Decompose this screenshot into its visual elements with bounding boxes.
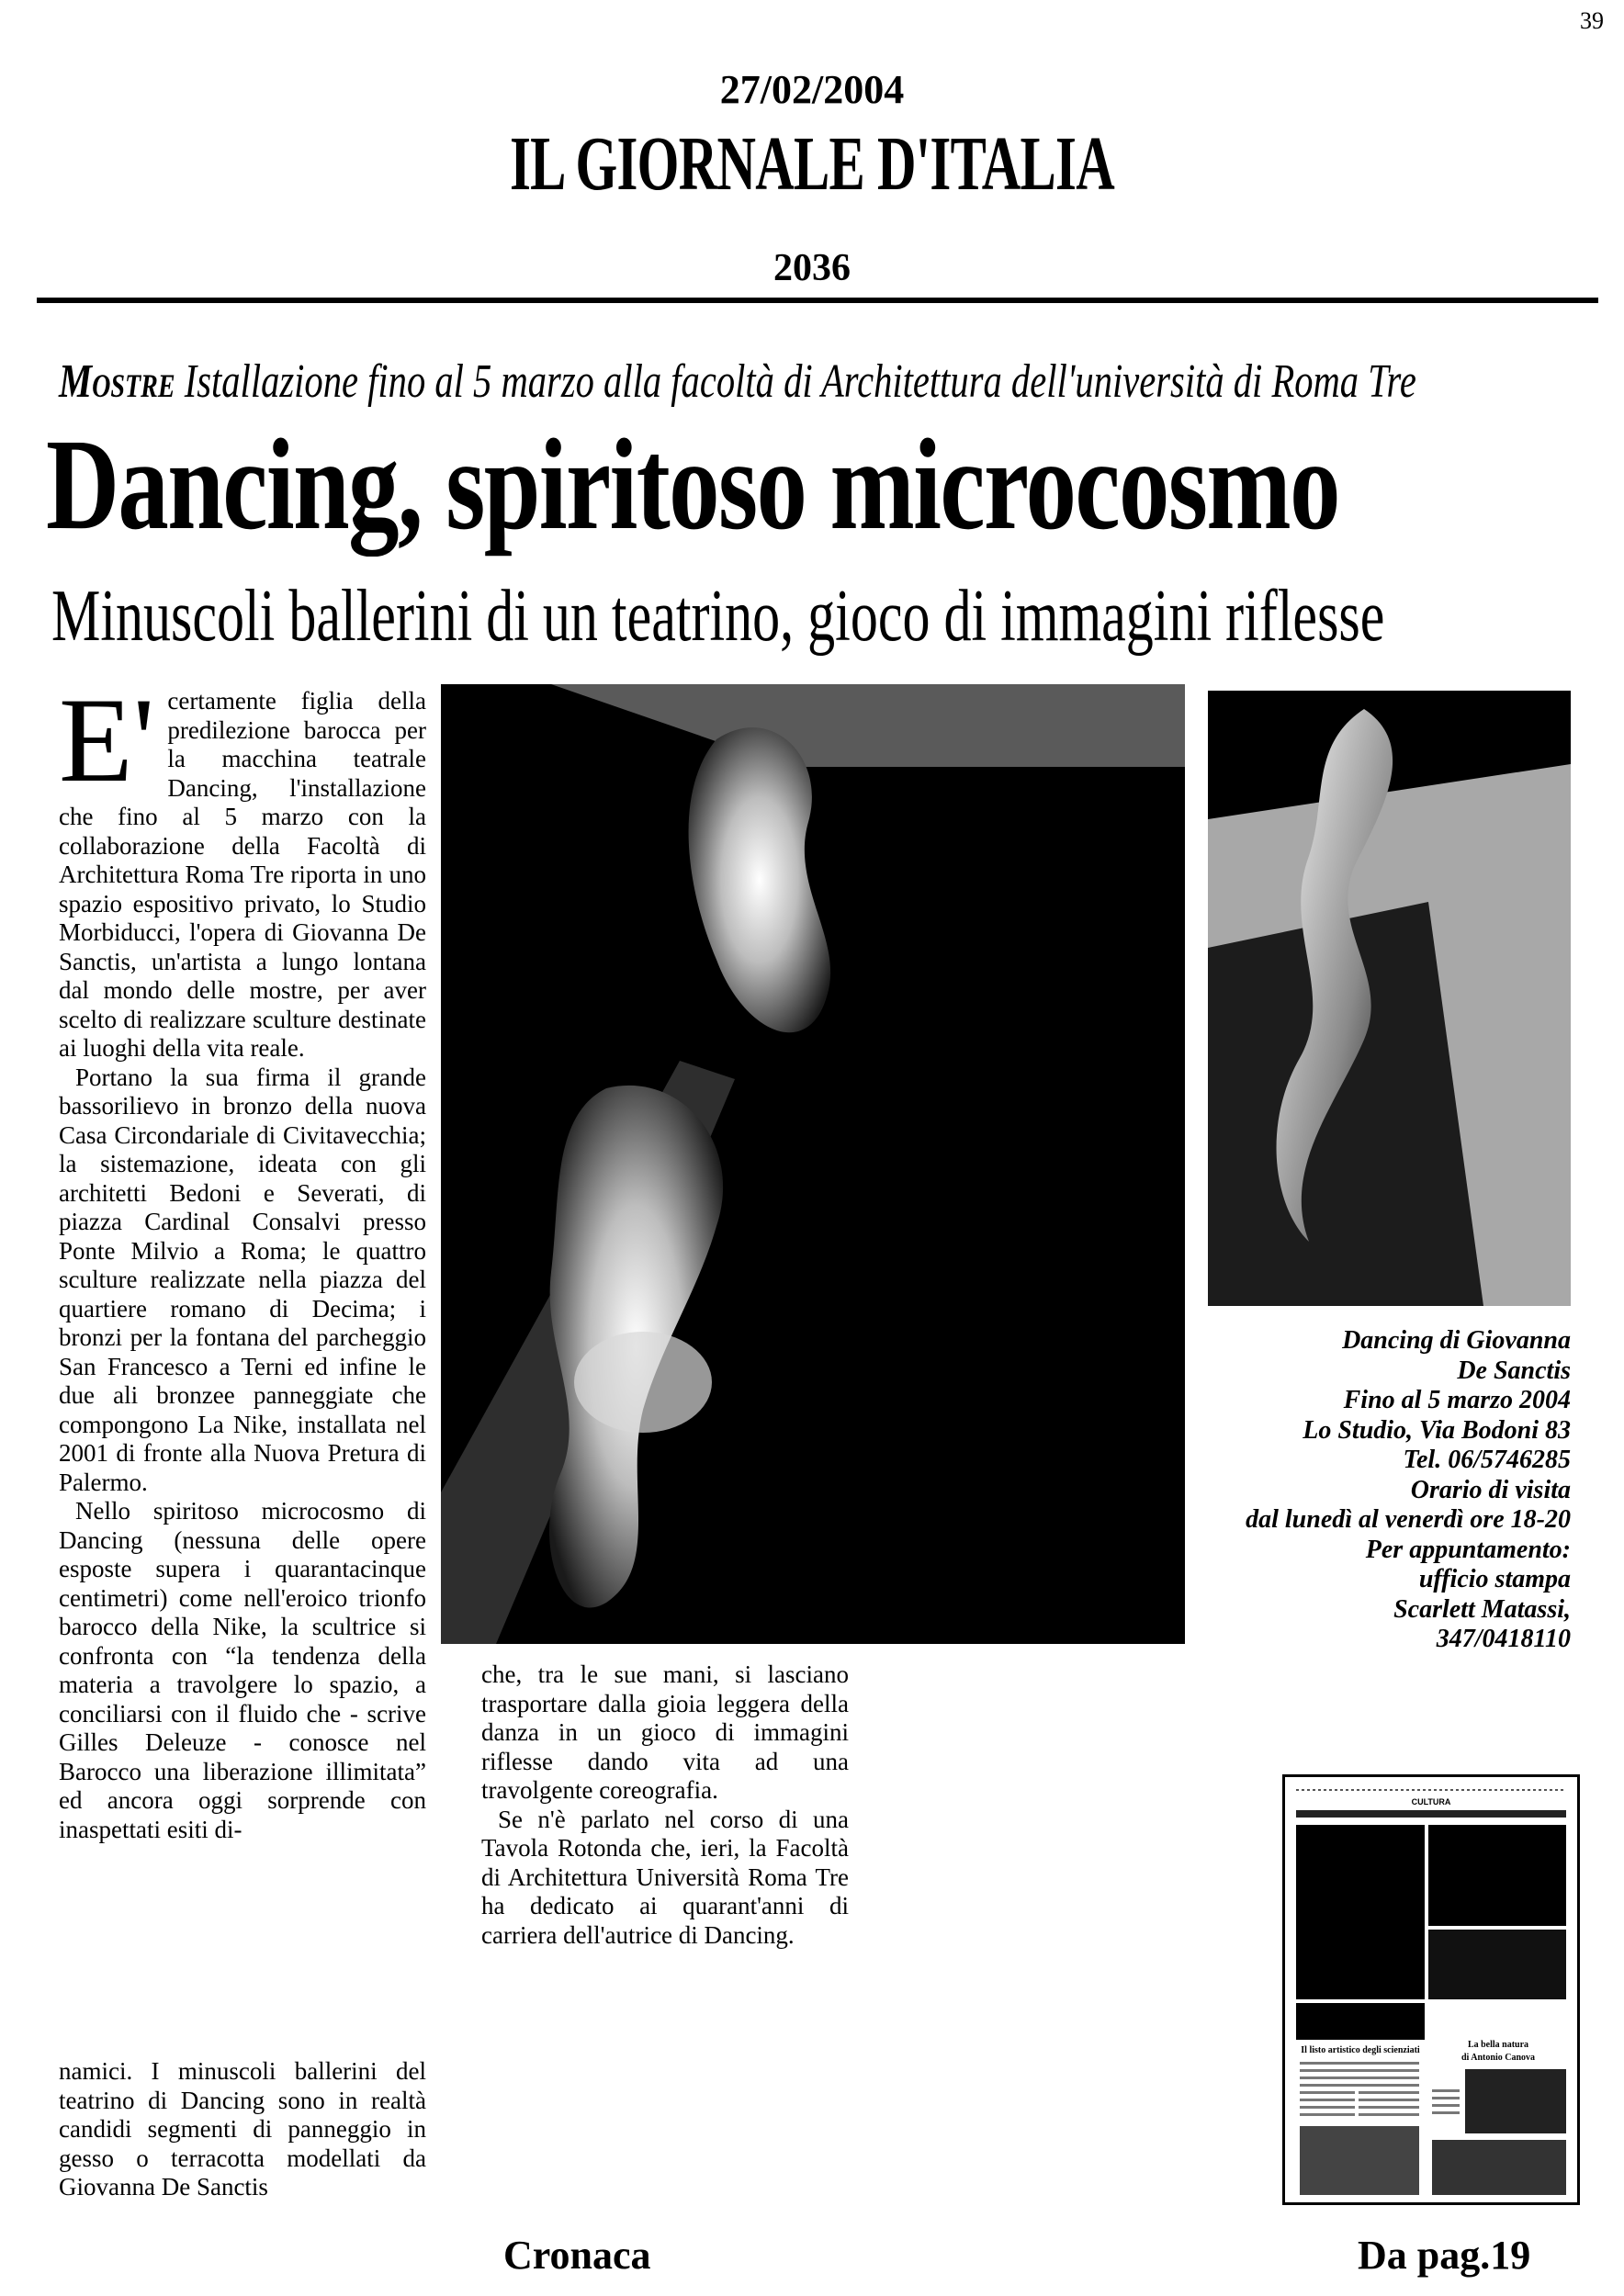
paragraph-text: certamente figlia della predilezione barocca per la macchina teatrale Dancing, l'installazione che fino al 5 marzo con la collaborazione della Facoltà di Architettura Roma Tre riporta in uno spazio espositivo privato, lo Studio Morbiducci, l'opera di Giovanna De Sanctis, un'artista a lungo lontana dal mondo delle mostre, per aver scelto di realizzare sculture destinate ai luoghi della vita reale. — [59, 687, 426, 1062]
newspaper-name: IL GIORNALE D'ITALIA — [509, 121, 1114, 207]
article-column-3 — [59, 2057, 426, 2202]
drop-cap: E' — [59, 672, 155, 807]
section-label: Mostre — [59, 355, 175, 408]
thumbnail-band: CULTURA — [1411, 1797, 1451, 1806]
exhibition-info-box — [1185, 1326, 1571, 1655]
info-line: dal lunedì al venerdì ore 18-20 — [1246, 1505, 1571, 1534]
section-footer: Cronaca — [503, 2233, 651, 2278]
kicker-text: Istallazione fino al 5 marzo alla facoltà di Architettura dell'università di Roma Tre — [184, 355, 1416, 408]
thumbnail-headline-left: Il listo artistico degli scienziati — [1301, 2045, 1420, 2055]
article-paragraph — [59, 672, 426, 1064]
info-line: Per appuntamento: — [1365, 1535, 1571, 1564]
sculpture-photo-side — [1208, 691, 1571, 1306]
thumbnail-headline-right-2: di Antonio Canova — [1460, 2053, 1536, 2063]
article-kicker — [59, 355, 1416, 409]
article-subheadline: Minuscoli ballerini di un teatrino, gioco di immagini riflesse — [51, 576, 1385, 657]
thumbnail-headline-right-1: La bella natura — [1467, 2040, 1529, 2050]
page-thumbnail — [1282, 1774, 1580, 2205]
info-line: ufficio stampa — [1418, 1565, 1571, 1593]
page-number: 39 — [1580, 7, 1604, 34]
info-line: Orario di visita — [1410, 1475, 1571, 1504]
article-paragraph: Portano la sua firma il grande bassorilievo in bronzo della nuova Casa Circondariale di Civitavecchia; la sistemazione, ideata con gli architetti Bedoni e Severati, di piazza Cardinal Consalvi presso Ponte Milvio a Roma; le quattro sculture realizzate nella piazza del quartiere romano di Decima; i bronzi per la fontana del parcheggio San Francesco a Terni ed infine le due ali bronzee panneggiate che compongono La Nike, installata nel 2001 di fronte alla Nuova Pretura di Palermo. — [59, 1063, 426, 1496]
info-line: Tel. 06/5746285 — [1403, 1446, 1571, 1474]
article-column-1 — [59, 672, 426, 1844]
article-headline: Dancing, spiritoso microcosmo — [46, 411, 1339, 557]
info-line: 347/0418110 — [1436, 1625, 1571, 1653]
info-line: Scarlett Matassi, — [1393, 1594, 1571, 1624]
info-line: De Sanctis — [1457, 1356, 1571, 1385]
info-line: Dancing di Giovanna — [1342, 1326, 1571, 1355]
header-date: 27/02/2004 — [719, 67, 905, 112]
article-paragraph: namici. I minuscoli ballerini del teatrino di Dancing sono in realtà candidi segmenti di panneggio in gesso o terracotta modellati da Giovanna De Sanctis — [59, 2057, 426, 2200]
info-line: Fino al 5 marzo 2004 — [1343, 1386, 1571, 1414]
issue-number: 2036 — [773, 247, 851, 289]
article-paragraph: che, tra le sue mani, si lasciano trasportare dalla gioia leggera della danza in un gioco di immagini riflesse dando vita ad una travolgente coreografia. — [481, 1660, 849, 1804]
article-paragraph: Nello spiritoso microcosmo di Dancing (nessuna delle opere esposte supera i quarantacinque centimetri) come nell'eroico trionfo barocco della Nike, la scultrice si confronta con “la tendenza della materia a travolgere lo spazio, a conciliarsi con il fluido che - scrive Gilles Deleuze - conosce nel Barocco una liberazione illimitata” ed ancora oggi sorprende con inaspettati esiti di- — [59, 1497, 426, 1843]
header-rule — [37, 298, 1598, 303]
article-paragraph: Se n'è parlato nel corso di una Tavola Rotonda che, ieri, la Facoltà di Architettura Università Roma Tre ha dedicato ai quarant'anni di carriera dell'autrice di Dancing. — [481, 1805, 849, 1949]
sculpture-photo-main — [441, 684, 1185, 1644]
page-reference: Da pag.19 — [1358, 2233, 1531, 2278]
info-line: Lo Studio, Via Bodoni 83 — [1303, 1415, 1571, 1445]
article-column-2 — [481, 1660, 849, 1950]
